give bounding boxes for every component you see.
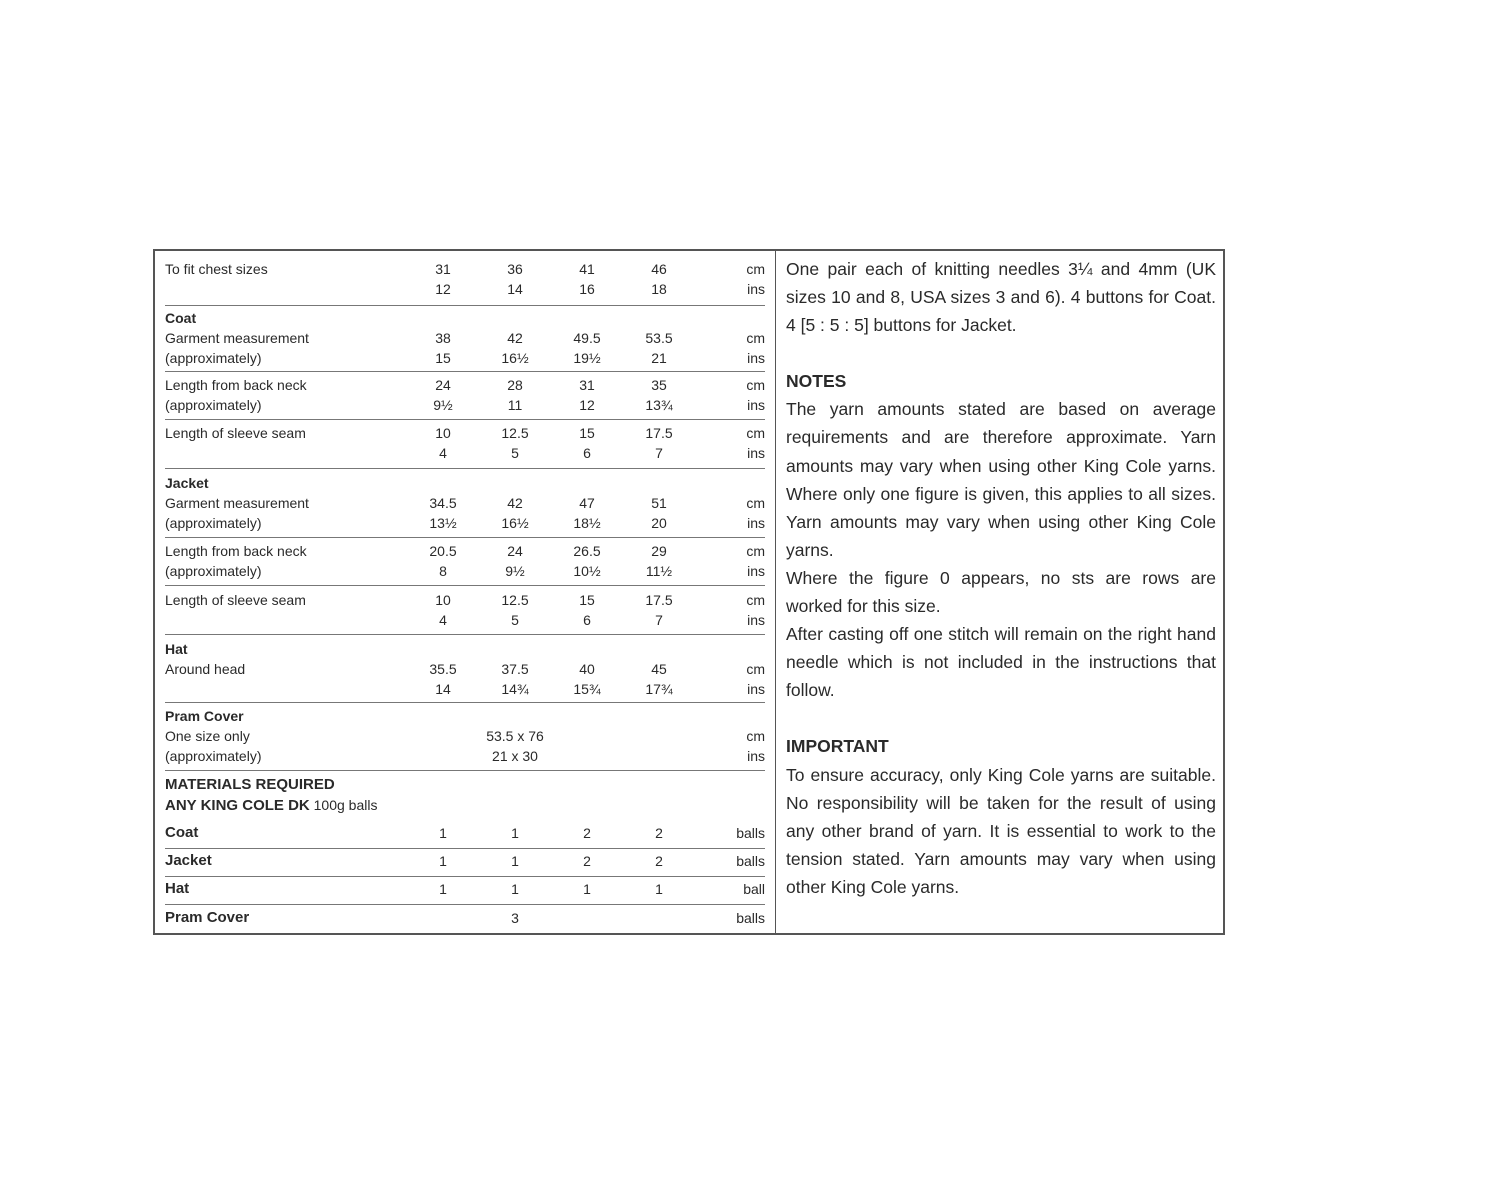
size-value: 7: [655, 445, 663, 461]
size-value: 6: [583, 612, 591, 628]
row-label: Length of sleeve seam: [165, 592, 306, 608]
size-value: 18½: [573, 515, 601, 531]
unit-label: cm: [746, 330, 765, 346]
section-heading: Pram Cover: [165, 708, 244, 724]
row-label: Garment measurement: [165, 495, 309, 511]
size-value: 40: [579, 661, 595, 677]
needles-text: One pair each of knitting needles 3¼ and 4mm (UK sizes 10 and 8, USA sizes 3 and 6). 4 buttons for Coat. 4 [5 : 5 : 5] buttons for Jacket.: [786, 259, 1216, 336]
unit-label: ins: [747, 612, 765, 628]
size-value: 26.5: [573, 543, 601, 559]
unit-label: cm: [746, 495, 765, 511]
ball-count: 1: [511, 881, 519, 897]
size-value: 51: [651, 495, 667, 511]
size-value: 31: [435, 261, 451, 277]
ball-count: 1: [655, 881, 663, 897]
size-value: 35: [651, 377, 667, 393]
ball-count: 1: [439, 881, 447, 897]
size-value: 15: [579, 425, 595, 441]
size-value: 46: [651, 261, 667, 277]
size-value: 20: [651, 515, 667, 531]
row-label: Length from back neck: [165, 543, 307, 559]
unit-label: cm: [746, 425, 765, 441]
pram-cover-row: [165, 706, 765, 771]
jacket-sleeve-row: [165, 590, 765, 635]
size-value: 36: [507, 261, 523, 277]
size-value: 14: [507, 281, 523, 297]
ball-count: 1: [439, 825, 447, 841]
notes-paragraph: The yarn amounts stated are based on average requirements and are therefore approximate. Yarn amounts may vary when using other King Cole yarns. Where only one figure is given, this applies to all sizes. Yarn amounts may vary when using other King Cole yarns.: [786, 399, 1216, 560]
row-label: Around head: [165, 661, 246, 677]
size-value: 16½: [501, 350, 529, 366]
jacket-length-row: [165, 541, 765, 586]
row-label: (approximately): [165, 515, 262, 531]
size-value: 12.5: [501, 425, 529, 441]
row-label: Coat: [165, 824, 199, 841]
size-value: 5: [511, 445, 519, 461]
size-value: 42: [507, 330, 523, 346]
size-value: 53.5 x 76: [486, 728, 544, 744]
row-label: Hat: [165, 880, 190, 897]
materials-row-hat: [165, 879, 765, 905]
size-value: 14: [435, 681, 451, 697]
ball-count: 3: [511, 910, 519, 926]
unit-label: ins: [747, 397, 765, 413]
unit-label: balls: [736, 910, 765, 926]
row-label: Garment measurement: [165, 330, 309, 346]
size-value: 21 x 30: [492, 748, 538, 764]
size-value: 9½: [433, 397, 453, 413]
size-value: 11½: [645, 563, 673, 579]
size-value: 17.5: [645, 592, 673, 608]
unit-label: cm: [746, 261, 765, 277]
ball-count: 1: [583, 881, 591, 897]
row-label: (approximately): [165, 397, 262, 413]
size-value: 10½: [573, 563, 601, 579]
row-label: Length from back neck: [165, 377, 307, 393]
row-label: (approximately): [165, 563, 262, 579]
materials-title: MATERIALS REQUIRED: [165, 776, 335, 793]
coat-sleeve-row: [165, 423, 765, 469]
row-label: To fit chest sizes: [165, 261, 268, 277]
important-paragraph: To ensure accuracy, only King Cole yarns are suitable. No responsibility will be taken for the result of using any other brand of yarn. It is essential to work to the tension stated. Yarn amounts may vary when using other King Cole yarns.: [786, 764, 1216, 897]
unit-label: ins: [747, 748, 765, 764]
notes-paragraph: After casting off one stitch will remain on the right hand needle which is not included in the instructions that follow.: [786, 624, 1216, 701]
unit-label: ball: [743, 881, 765, 897]
unit-label: ins: [747, 563, 765, 579]
size-value: 15: [579, 592, 595, 608]
unit-label: cm: [746, 661, 765, 677]
size-value: 45: [651, 661, 667, 677]
size-value: 5: [511, 612, 519, 628]
size-value: 42: [507, 495, 523, 511]
size-value: 24: [435, 377, 451, 393]
ball-count: 1: [439, 853, 447, 869]
size-value: 35.5: [429, 661, 457, 677]
size-value: 4: [439, 612, 447, 628]
size-value: 10: [435, 592, 451, 608]
size-value: 38: [435, 330, 451, 346]
size-value: 13½: [429, 515, 457, 531]
row-label: (approximately): [165, 748, 262, 764]
size-value: 17¾: [645, 681, 673, 697]
unit-label: balls: [736, 825, 765, 841]
unit-label: ins: [747, 350, 765, 366]
chest-sizes-row: [165, 259, 765, 306]
ball-count: 2: [583, 825, 591, 841]
coat-garment-row: [165, 308, 765, 372]
row-label: Pram Cover: [165, 909, 250, 926]
size-value: 10: [435, 425, 451, 441]
size-value: 31: [579, 377, 595, 393]
size-value: 34.5: [429, 495, 457, 511]
size-value: 7: [655, 612, 663, 628]
yarn-ball-weight: 100g balls: [313, 797, 378, 813]
size-value: 20.5: [429, 543, 457, 559]
section-heading: Coat: [165, 310, 197, 326]
notes-paragraph: Where the figure 0 appears, no sts are rows are worked for this size.: [786, 567, 1216, 617]
size-value: 9½: [505, 563, 525, 579]
unit-label: ins: [747, 681, 765, 697]
ball-count: 2: [583, 853, 591, 869]
size-value: 15¾: [573, 681, 601, 697]
ball-count: 2: [655, 825, 663, 841]
section-heading: Hat: [165, 641, 188, 657]
unit-label: cm: [746, 592, 765, 608]
unit-label: cm: [746, 543, 765, 559]
materials-row-pram-cover: [165, 908, 765, 930]
size-value: 47: [579, 495, 595, 511]
ball-count: 1: [511, 853, 519, 869]
size-value: 12.5: [501, 592, 529, 608]
hat-row: [165, 639, 765, 703]
jacket-garment-row: [165, 473, 765, 538]
size-value: 28: [507, 377, 523, 393]
size-value: 6: [583, 445, 591, 461]
size-value: 17.5: [645, 425, 673, 441]
unit-label: cm: [746, 377, 765, 393]
unit-label: ins: [747, 445, 765, 461]
column-divider: [775, 251, 776, 933]
unit-label: ins: [747, 281, 765, 297]
pattern-info-box: [153, 249, 1225, 935]
size-value: 12: [435, 281, 451, 297]
size-value: 15: [435, 350, 451, 366]
materials-row-coat: [165, 823, 765, 849]
size-value: 49.5: [573, 330, 601, 346]
size-value: 21: [651, 350, 667, 366]
size-value: 37.5: [501, 661, 529, 677]
row-label: Length of sleeve seam: [165, 425, 306, 441]
size-table: [155, 251, 775, 933]
yarn-label: [165, 795, 377, 816]
notes-heading: NOTES: [786, 371, 847, 392]
section-heading: Jacket: [165, 475, 209, 491]
important-heading: IMPORTANT: [786, 736, 889, 757]
row-label: One size only: [165, 728, 250, 744]
size-value: 53.5: [645, 330, 673, 346]
size-value: 24: [507, 543, 523, 559]
row-label: Jacket: [165, 852, 212, 869]
size-value: 13¾: [645, 397, 673, 413]
materials-row-jacket: [165, 851, 765, 877]
size-value: 29: [651, 543, 667, 559]
materials-heading: [165, 775, 765, 819]
size-value: 16½: [501, 515, 529, 531]
coat-length-row: [165, 375, 765, 420]
yarn-name: ANY KING COLE DK: [165, 797, 310, 814]
size-value: 12: [579, 397, 595, 413]
unit-label: cm: [746, 728, 765, 744]
unit-label: ins: [747, 515, 765, 531]
ball-count: 1: [511, 825, 519, 841]
size-value: 11: [507, 397, 523, 413]
size-value: 19½: [573, 350, 601, 366]
size-value: 8: [439, 563, 447, 579]
notes-column: [786, 255, 1216, 901]
size-value: 14¾: [501, 681, 529, 697]
ball-count: 2: [655, 853, 663, 869]
size-value: 41: [579, 261, 595, 277]
unit-label: balls: [736, 853, 765, 869]
size-value: 18: [651, 281, 667, 297]
size-value: 16: [579, 281, 595, 297]
row-label: (approximately): [165, 350, 262, 366]
size-value: 4: [439, 445, 447, 461]
